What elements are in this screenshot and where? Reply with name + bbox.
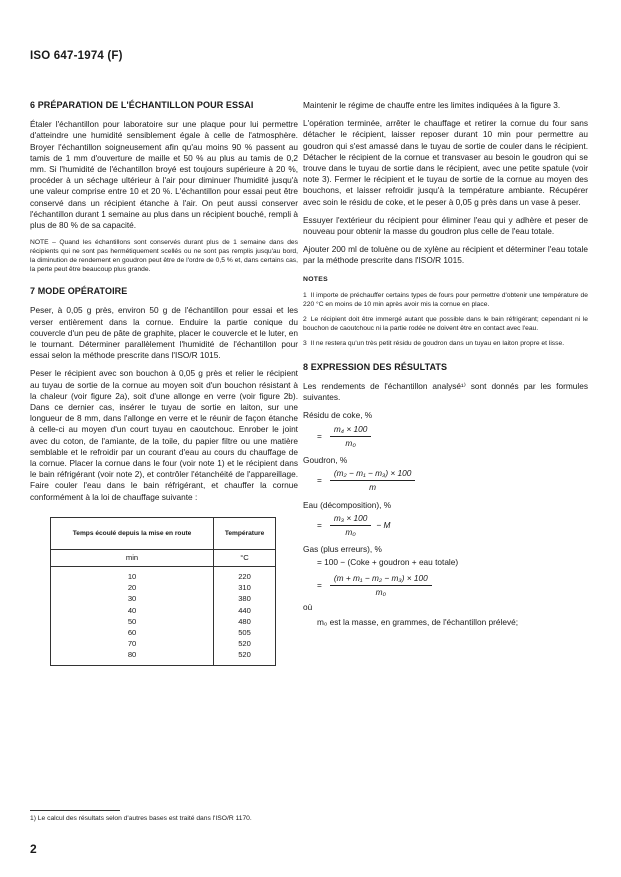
table-cell-temp: 505 — [214, 627, 276, 638]
table-cell-temp: 520 — [214, 638, 276, 649]
notes-label: NOTES — [303, 275, 328, 283]
table-cell-temp: 380 — [214, 593, 276, 604]
gas-numerator: (m + m₁ − m₂ − m₃) × 100 — [330, 573, 432, 586]
m0-definition: m₀ est la masse, en grammes, de l'échantillon prélevé; — [317, 617, 519, 628]
table-row — [51, 649, 276, 665]
table-row — [51, 566, 276, 582]
table-header-time: Temps écoulé depuis la mise en route — [51, 517, 214, 549]
left-column — [30, 100, 298, 666]
gas-formula-line-2: = $\frac{\text{(m + m₁ − m₂ − m₃) × 100}}{\text{m₀}}$ — [317, 573, 588, 598]
coke-numerator: m₄ × 100 — [330, 424, 372, 437]
eau-denominator: m₀ — [345, 527, 356, 538]
gas-denominator: m₀ — [375, 586, 387, 597]
note-3-number: 3 — [303, 339, 307, 347]
note-1-number: 1 — [303, 291, 307, 299]
section-6-title: 6 PRÉPARATION DE L'ÉCHANTILLON POUR ESSAI — [30, 100, 254, 110]
section-8-intro: Les rendements de l'échantillon analysé¹⁾ sont donnés par les formules suivantes. — [303, 381, 588, 403]
coke-denominator: m₀ — [345, 437, 356, 448]
table-cell-temp: 480 — [214, 616, 276, 627]
table-cell-time: 70 — [51, 638, 214, 649]
table-cell-temp: 220 — [214, 566, 276, 582]
note-1-text: Il importe de préchauffer certains types de fours pour permettre d'obtenir une température de 220 °C en moins de 10 min après avoir mis la cornue en place. — [303, 291, 588, 308]
table-cell-temp: 310 — [214, 582, 276, 593]
footnote: 1) Le calcul des résultats selon d'autres bases est traité dans l'ISO/R 1170. — [30, 815, 252, 822]
table-row — [51, 616, 276, 627]
coke-formula: = $\frac{\text{m₄ × 100}}{\text{m₀}}$ — [317, 424, 588, 449]
eau-fraction — [330, 513, 372, 538]
footnote-divider — [30, 810, 120, 811]
page-number: 2 — [30, 842, 37, 856]
table-cell-temp: 440 — [214, 605, 276, 616]
table-header-temperature: Température — [214, 517, 276, 549]
section-8-title: 8 EXPRESSION DES RÉSULTATS — [303, 361, 448, 372]
table-cell-temp: 520 — [214, 649, 276, 665]
section-7-paragraph-1: Peser, à 0,05 g près, environ 50 g de l'échantillon pour essai et les verser entièrement dans la cornue. Enduire la partie conique du couvercle d'un peu de pâte de graphite, placer le couvercle et le luter, en le tournant. Déterminer parallèlement l'humidité de l'échantillon pour essai selon la méthode prescrite dans l'ISO/R 1015. — [30, 305, 298, 361]
heating-paragraph: Maintenir le régime de chauffe entre les limites indiquées à la figure 3. — [303, 100, 561, 110]
operation-paragraph: L'opération terminée, arrêter le chauffage et retirer la cornue du four sans détacher le récipient, laisser reposer durant 10 min pour permettre au goudron qui s'est amassé dans le tuyau de sortie de couler dans le récipient. Détacher le récipient de la cornue et transvaser au besoin le goudron qui se trouve dans le tuyau de sortie dans le récipient, avec une petite spatule (voir note 3). Fermer le récipient et le tuyau de sortie de la cornue au moyen des bouchons, et laisser refroidir jusqu'à la température ambiante. Récupérer avec soin le résidu de coke, et le peser à 0,05 g près dans un vase à peser. — [303, 118, 588, 207]
ou-label: où — [303, 602, 313, 613]
section-7-title: 7 MODE OPÉRATOIRE — [30, 286, 128, 297]
table-unit-time: min — [51, 549, 214, 566]
goudron-numerator: (m₂ − m₁ − m₃) × 100 — [330, 468, 416, 481]
eau-tail: − M — [376, 519, 391, 530]
eau-numerator: m₃ × 100 — [330, 513, 372, 526]
goudron-denominator: m — [369, 482, 377, 493]
wipe-paragraph: Essuyer l'extérieur du récipient pour éliminer l'eau qui y adhère et peser de nouveau pour obtenir la masse du goudron plus celle de l'eau totale. — [303, 214, 588, 237]
note-1 — [303, 291, 588, 309]
note-2-text: Le récipient doit être immergé autant que possible dans le bain réfrigérant; cependant ni le bouchon de caoutchouc ni la partie rodée ne doivent être en contact avec l'eau. — [303, 315, 588, 332]
table-unit-temperature: °C — [214, 549, 276, 566]
gas-fraction — [330, 573, 432, 598]
table-cell-time: 80 — [51, 649, 214, 665]
goudron-label: Goudron, % — [303, 455, 348, 466]
table-cell-time: 30 — [51, 593, 214, 604]
table-row — [51, 582, 276, 593]
note-2-number: 2 — [303, 315, 307, 323]
gas-label: Gas (plus erreurs), % — [303, 544, 382, 555]
note-2 — [303, 315, 588, 333]
note-3 — [303, 339, 588, 348]
coke-fraction — [330, 424, 372, 449]
section-7-paragraph-2: Peser le récipient avec son bouchon à 0,05 g près et relier le récipient au tuyau de sortie de la cornue au moyen soit d'un bouchon résistant à la chaleur (voir figure 2a), soit d'une allonge en verre (voir figure 2b). Dans ce dernier cas, insérer le tuyau de sortie en laiton, sur une longueur de 8 mm, dans l'allonge en verre et le réunir de façon étanche à celle-ci au moyen d'un court tuyau en caoutchouc. Enrober le joint avec du coton, de l'amiante, de la toile, du papier filtre ou une matière semblable et le refroidir par un courant d'eau au cours du chauffage de la cornue. Placer la cornue dans le four (voir note 1) et le récipient dans le bain réfrigérant (voir note 2), et contrôler l'étanchéité de l'appareillage. Faire couler l'eau dans le bain réfrigérant, et chauffer la cornue conformément à la loi de chauffage suivante : — [30, 368, 298, 502]
goudron-formula: = $\frac{\text{(m₂ − m₁ − m₃) × 100}}{m}$ — [317, 468, 588, 493]
table-cell-time: 60 — [51, 627, 214, 638]
table-cell-time: 50 — [51, 616, 214, 627]
heating-table — [50, 517, 276, 666]
note-3-text: Il ne restera qu'un très petit résidu de goudron dans un tuyau en laiton propre et lisse. — [310, 339, 565, 347]
section-6-paragraph: Étaler l'échantillon pour laboratoire sur une plaque pour lui permettre d'atteindre une humidité sensiblement égale à celle de l'atmosphère. Broyer l'échantillon soigneusement afin qu'au moins 90 % passent au tamis de 1 mm d'ouverture de maille et 50 % au plus au tamis de 0,2 mm. Si l'humidité de l'échantillon broyé est toujours supérieure à 20 %, procéder à un séchage ultérieur à l'air pour diminuer l'humidité jusqu'à une valeur comprise entre 10 et 20 %. L'échantillon pour essai peut être conservé dans un récipient étanche à l'air. On peut aussi conserver l'échantillon durant 1 semaine au plus dans un récipient bouché, rempli à plus de 80 % de sa capacité. — [30, 119, 298, 231]
gas-formula-line-1: = 100 − (Coke + goudron + eau totale) — [317, 557, 459, 568]
eau-label: Eau (décomposition), % — [303, 499, 392, 510]
document-header: ISO 647-1974 (F) — [30, 50, 123, 62]
section-6-note: NOTE – Quand les échantillons sont conservés durant plus de 1 semaine dans des récipients qui ne sont pas hermétiquement scellés ou ne sont pas remplis jusqu'au bord, la diminution de rendement en goudron peut être de l'ordre de 0,5 % et, dans certains cas, la perte peut être beaucoup plus grande. — [30, 239, 298, 274]
table-cell-time: 40 — [51, 605, 214, 616]
table-cell-time: 10 — [51, 566, 214, 582]
table-cell-time: 20 — [51, 582, 214, 593]
table-row — [51, 605, 276, 616]
table-row — [51, 638, 276, 649]
eau-formula: = $\frac{\text{m₃ × 100}}{\text{m₀}}$ − M — [317, 512, 391, 538]
table-row — [51, 593, 276, 604]
goudron-fraction — [330, 468, 416, 493]
coke-label: Résidu de coke, % — [303, 410, 373, 421]
toluene-paragraph: Ajouter 200 ml de toluène ou de xylène au récipient et déterminer l'eau totale par la méthode prescrite dans l'ISO/R 1015. — [303, 244, 588, 266]
right-column — [303, 100, 588, 629]
table-row — [51, 627, 276, 638]
